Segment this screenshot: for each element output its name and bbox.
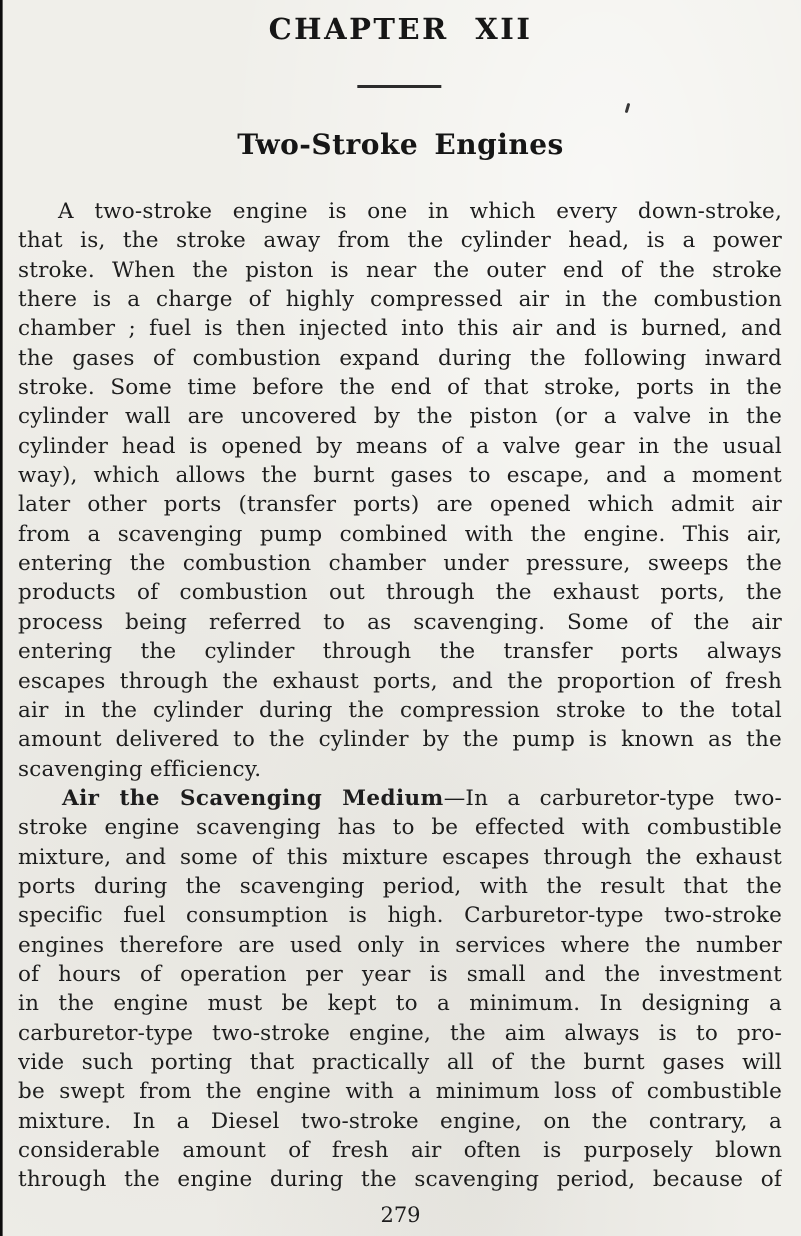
text-line: process being referred to as scavenging. Some of the air [18,609,782,635]
text-line: from a scavenging pump combined with the engine. This air, [18,521,782,547]
text-line: A two-stroke engine is one in which every down-stroke, [58,199,782,224]
text-line: way), which allows the burnt gases to escape, and a moment [18,463,782,489]
text-line: that is, the stroke away from the cylinder head, is a power [18,228,782,254]
scan-edge-artifact [0,0,3,1236]
text-line: cylinder head is opened by means of a valve gear in the usual [18,433,782,459]
text-line: products of combustion out through the exhaust ports, the [18,580,782,606]
text-line: be swept from the engine with a minimum loss of combustible [18,1079,782,1105]
text-line: stroke. Some time before the end of that stroke, ports in the [18,375,782,401]
text-line [18,784,782,813]
text-line: of hours of operation per year is small and the investment [18,961,782,987]
text-line: specific fuel consumption is high. Carburetor-type two-stroke [18,903,782,929]
text-line: ports during the scavenging period, with the result that the [18,873,782,899]
text-line: scavenging efficiency. [18,756,262,782]
run-in-heading: Air the Scavenging Medium [62,785,444,811]
text-line: chamber ; fuel is then injected into this air and is burned, and [18,316,782,342]
text-line: entering the combustion chamber under pressure, sweeps the [18,551,782,577]
text-line: the gases of combustion expand during the following inward [18,345,782,371]
text-line: mixture. In a Diesel two-stroke engine, on the contrary, a [18,1108,782,1134]
text-line: stroke. When the piston is near the outer end of the stroke [18,257,782,283]
page-title: Two-Stroke Engines [237,128,564,161]
text-line: mixture, and some of this mixture escapes through the exhaust [18,844,782,870]
text-line: in the engine must be kept to a minimum. In designing a [18,991,782,1017]
text-line: vide such porting that practically all of the burnt gases will [18,1049,782,1075]
scan-ink-speck [625,103,631,113]
text-line: air in the cylinder during the compression stroke to the total [18,697,782,723]
text-line: carburetor-type two-stroke engine, the aim always is to pro- [18,1020,782,1046]
chapter-heading: CHAPTER XII [268,12,533,46]
text-line: amount delivered to the cylinder by the pump is known as the [18,727,782,753]
section-divider-rule [357,85,441,88]
page-number: 279 [380,1203,421,1227]
text-line: considerable amount of fresh air often is purposely blown [18,1138,782,1163]
text-line: through the engine during the scavenging period, because of [18,1167,782,1193]
body-text [18,197,782,1195]
text-line: cylinder wall are uncovered by the piston (or a valve in the [18,404,782,430]
text-line: entering the cylinder through the transfer ports always [18,639,782,665]
text-line: engines therefore are used only in services where the number [18,932,782,958]
run-in-text: —In a carburetor-type two- [443,785,782,811]
text-line: stroke engine scavenging has to be effected with combustible [18,815,782,841]
text-line: later other ports (transfer ports) are opened which admit air [18,492,782,518]
text-line: there is a charge of highly compressed air in the combustion [18,287,782,313]
text-line: escapes through the exhaust ports, and the proportion of fresh [18,668,782,694]
